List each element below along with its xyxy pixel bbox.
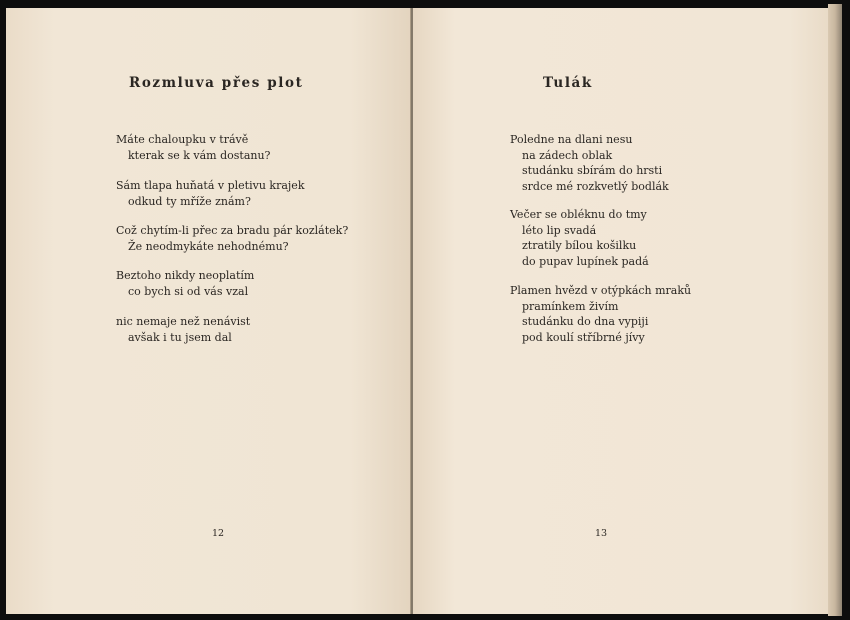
poem-stanza: [116, 178, 304, 209]
poem-line: Beztoho nikdy neoplatím: [116, 269, 255, 282]
page-edges: [828, 4, 842, 616]
poem-line: srdce mé rozkvetlý bodlák: [522, 179, 669, 193]
poem-stanza: [116, 223, 348, 254]
poem-stanza: [510, 283, 691, 345]
poem-line: Což chytím-li přec za bradu pár kozlátek?: [116, 224, 349, 237]
poem-stanza: [116, 314, 250, 345]
poem-line: Plamen hvězd v otýpkách mraků: [510, 284, 692, 297]
poem-line: léto lip svadá: [522, 223, 597, 237]
poem-stanza: [510, 207, 649, 269]
poem-line: odkud ty mříže znám?: [128, 194, 251, 208]
poem-line: do pupav lupínek padá: [522, 254, 649, 268]
poem-line: na zádech oblak: [522, 148, 613, 162]
poem-line: Večer se obléknu do tmy: [510, 208, 647, 221]
page-number: 12: [212, 528, 225, 539]
poem-line: pod koulí stříbrné jívy: [522, 330, 645, 344]
right-page-title: Tulák: [543, 75, 593, 91]
poem-stanza: [510, 132, 669, 194]
poem-stanza: [116, 132, 270, 163]
poem-line: Že neodmykáte nehodnému?: [128, 239, 289, 253]
poem-line: avšak i tu jsem dal: [128, 330, 232, 344]
poem-line: co bych si od vás vzal: [128, 284, 249, 298]
poem-line: Poledne na dlani nesu: [510, 133, 633, 146]
left-page: [6, 8, 411, 614]
poem-line: nic nemaje než nenávist: [116, 315, 251, 328]
poem-line: ztratily bílou košilku: [522, 239, 637, 252]
poem-line: pramínkem živím: [522, 299, 619, 313]
poem-line: kterak se k vám dostanu?: [128, 148, 271, 162]
left-page-title: Rozmluva přes plot: [129, 75, 304, 91]
poem-line: Sám tlapa huňatá v pletivu krajek: [116, 179, 305, 192]
page-number: 13: [595, 528, 608, 539]
poem-stanza: [116, 268, 254, 299]
poem-line: studánku sbírám do hrsti: [522, 164, 663, 177]
poem-line: Máte chaloupku v trávě: [116, 133, 249, 146]
right-page: [413, 8, 831, 614]
poem-line: studánku do dna vypiji: [522, 315, 649, 328]
